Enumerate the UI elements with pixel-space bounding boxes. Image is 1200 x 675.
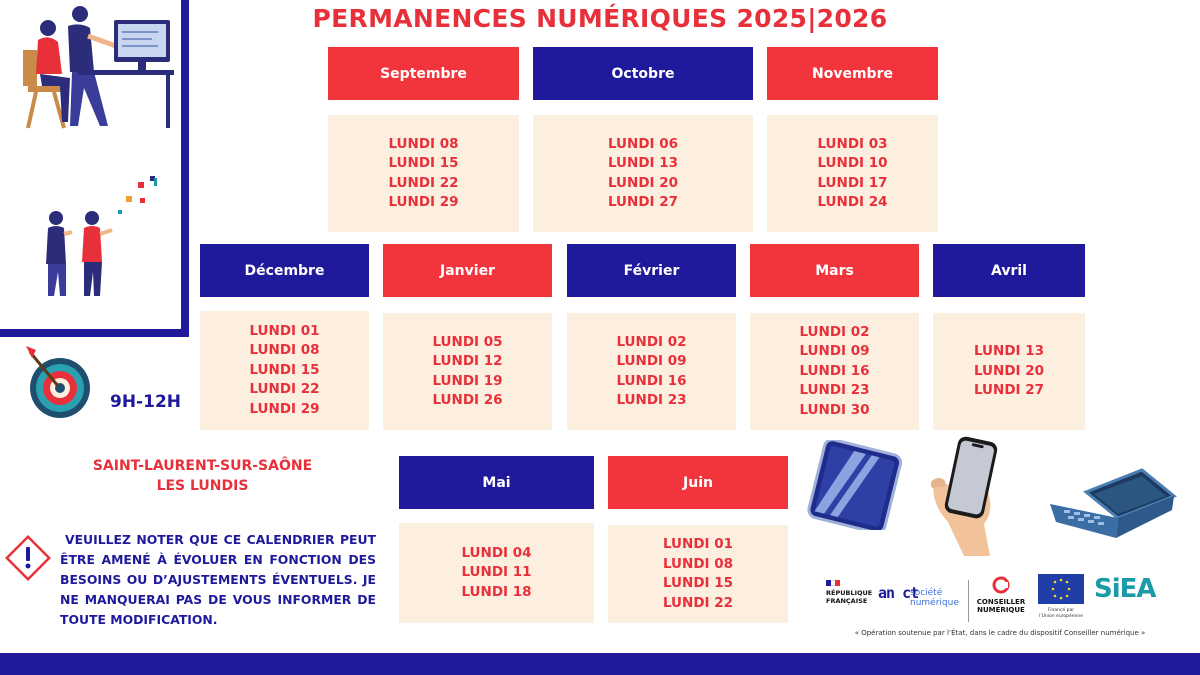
rf-line1: RÉPUBLIQUE (826, 589, 873, 597)
month-header: Novembre (767, 47, 938, 100)
date-item: LUNDI 06 (607, 135, 679, 152)
date-item: LUNDI 09 (616, 353, 687, 369)
location-days: LES LUNDIS (156, 478, 249, 494)
month-header: Avril (933, 244, 1085, 297)
cn-line2: NUMÉRIQUE (977, 606, 1025, 614)
date-item: LUNDI 11 (461, 564, 532, 581)
date-item: LUNDI 27 (973, 382, 1045, 399)
month-dates (567, 313, 736, 430)
date-item: LUNDI 20 (607, 174, 679, 191)
date-item: LUNDI 08 (388, 135, 459, 152)
rf-line2: FRANÇAISE (826, 597, 868, 605)
date-item: LUNDI 08 (249, 342, 320, 359)
target-arrow-icon (22, 344, 94, 420)
date-item: LUNDI 23 (799, 382, 870, 399)
date-item: LUNDI 15 (249, 361, 320, 378)
eu-logo (1038, 574, 1084, 620)
month-header: Octobre (533, 47, 753, 100)
siea-logo: SiEA (1094, 574, 1156, 604)
date-item: LUNDI 01 (662, 536, 734, 552)
date-item: LUNDI 26 (432, 392, 503, 408)
month-header: Septembre (328, 47, 519, 100)
date-item: LUNDI 20 (973, 362, 1045, 379)
date-item: LUNDI 19 (432, 372, 503, 389)
smartphone-hand-icon (928, 432, 1008, 562)
month-dates (767, 115, 938, 232)
hours-text: 9H-12H (110, 392, 181, 412)
date-item: LUNDI 13 (973, 343, 1045, 360)
societe-line1: société (910, 588, 943, 598)
month-dates (533, 115, 753, 232)
date-item: LUNDI 22 (388, 174, 459, 191)
date-item: LUNDI 29 (388, 194, 459, 210)
month-header: Décembre (200, 244, 369, 297)
date-item: LUNDI 03 (817, 135, 888, 152)
date-item: LUNDI 23 (616, 392, 687, 408)
notice-text: VEUILLEZ NOTER QUE CE CALENDRIER PEUT ÊTRE AMENÉ À ÉVOLUER EN FONCTION DES BESOINS OU D’AJUSTEMENTS ÉVENTUELS. JE NE MANQUERAI PAS DE VOUS INFORMER DE TOUTE MODIFICATION. (60, 532, 376, 627)
people-ideas-illustration (38, 172, 168, 300)
republique-francaise-logo (826, 580, 874, 605)
location-text (60, 456, 345, 496)
logo-divider (968, 580, 969, 622)
month-dates (399, 523, 594, 623)
date-item: LUNDI 04 (461, 544, 532, 561)
month-dates (750, 313, 919, 430)
month-header: Mai (399, 456, 594, 509)
eu-flag-icon (1038, 574, 1084, 604)
month-dates (383, 313, 552, 430)
date-item: LUNDI 05 (432, 333, 503, 350)
date-item: LUNDI 10 (817, 155, 888, 171)
month-header: Février (567, 244, 736, 297)
date-item: LUNDI 29 (249, 400, 320, 417)
page-title: PERMANENCES NUMÉRIQUES 2025|2026 (312, 4, 888, 33)
partner-logos (826, 574, 1186, 628)
date-item: LUNDI 30 (799, 401, 870, 418)
frame-border-vertical (181, 0, 189, 337)
month-header: Mars (750, 244, 919, 297)
date-item: LUNDI 08 (662, 555, 734, 572)
month-header: Juin (608, 456, 788, 509)
date-item: LUNDI 13 (607, 155, 679, 171)
date-item: LUNDI 16 (799, 362, 870, 379)
date-item: LUNDI 02 (616, 333, 687, 350)
tablet-icon (802, 440, 906, 530)
bottom-bar (0, 653, 1200, 675)
funding-caption: « Opération soutenue par l’État, dans le cadre du dispositif Conseiller numérique » (854, 629, 1146, 637)
people-at-computer-illustration (18, 2, 178, 132)
date-item: LUNDI 22 (249, 381, 320, 398)
month-header: Janvier (383, 244, 552, 297)
month-dates (328, 115, 519, 232)
month-dates (200, 311, 369, 430)
date-item: LUNDI 12 (432, 353, 503, 369)
location-town: SAINT-LAURENT-SUR-SAÔNE (92, 458, 313, 474)
date-item: LUNDI 09 (799, 343, 870, 360)
date-item: LUNDI 22 (662, 594, 734, 611)
societe-numerique-logo (910, 588, 959, 608)
date-item: LUNDI 17 (817, 174, 888, 191)
date-item: LUNDI 27 (607, 194, 679, 210)
date-item: LUNDI 15 (662, 575, 734, 591)
date-item: LUNDI 18 (461, 583, 532, 600)
conseiller-numerique-icon (992, 576, 1010, 594)
warning-icon (4, 534, 52, 582)
date-item: LUNDI 02 (799, 323, 870, 340)
eu-line1: Financé par (1047, 608, 1075, 613)
month-dates (608, 525, 788, 623)
date-item: LUNDI 15 (388, 155, 459, 171)
month-dates (933, 313, 1085, 430)
conseiller-numerique-logo (974, 576, 1028, 614)
frame-border-horizontal (0, 329, 189, 337)
date-item: LUNDI 24 (817, 194, 888, 210)
anct-logo: an ct (878, 584, 919, 602)
date-item: LUNDI 16 (616, 372, 687, 389)
laptop-icon (1046, 466, 1180, 548)
cn-line1: CONSEILLER (976, 598, 1026, 606)
eu-line2: l’Union européenne (1038, 614, 1084, 619)
date-item: LUNDI 01 (249, 322, 320, 339)
societe-line2: numérique (910, 598, 959, 608)
